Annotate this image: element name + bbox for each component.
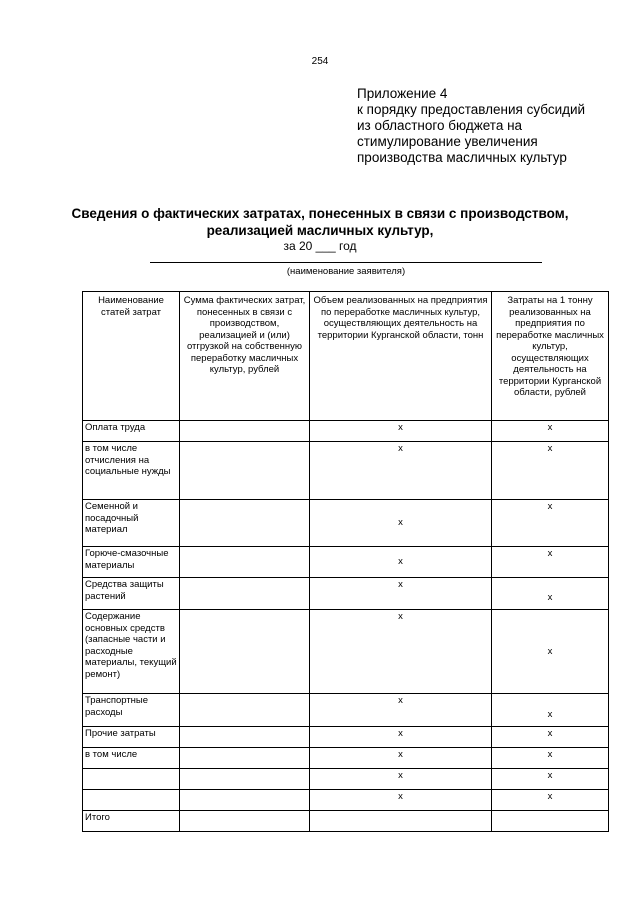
table-row xyxy=(83,790,609,811)
cell-value: x xyxy=(492,790,609,811)
cell-value: x xyxy=(310,547,492,578)
cell-value: x xyxy=(492,727,609,748)
cell-value xyxy=(180,694,310,727)
year-label: за 20 ___ год xyxy=(283,239,357,253)
table-row xyxy=(83,547,609,578)
cell-value xyxy=(310,811,492,832)
applicant-name-line xyxy=(150,262,542,263)
cell-value xyxy=(180,442,310,500)
cell-value: x xyxy=(492,610,609,694)
cell-value xyxy=(180,547,310,578)
applicant-caption: (наименование заявителя) xyxy=(286,266,406,277)
row-name: Содержание основных средств (запасные части и расходные материалы, текущий ремонт) xyxy=(83,610,180,694)
table-row xyxy=(83,578,609,610)
table-row xyxy=(83,727,609,748)
cell-value xyxy=(180,500,310,547)
cell-value xyxy=(180,811,310,832)
appendix-line: из областного бюджета на xyxy=(357,118,523,133)
header-cost-per-ton: Затраты на 1 тонну реализованных на предприятия по переработке масличных культур, осуществляющих деятельность на территории Курганской области, рублей xyxy=(492,292,609,421)
cell-value: x xyxy=(310,421,492,442)
cell-value xyxy=(180,769,310,790)
cell-value xyxy=(180,421,310,442)
row-name: Прочие затраты xyxy=(83,727,180,748)
cell-value: x xyxy=(492,547,609,578)
costs-table xyxy=(82,291,609,832)
row-name xyxy=(83,769,180,790)
cell-value: x xyxy=(492,421,609,442)
row-name: Горюче-смазочные материалы xyxy=(83,547,180,578)
page-number: 254 xyxy=(311,56,329,67)
cell-value: x xyxy=(492,578,609,610)
cell-value: x xyxy=(492,694,609,727)
row-name: Итого xyxy=(83,811,180,832)
cell-value xyxy=(492,811,609,832)
header-cost-item: Наименование статей затрат xyxy=(83,292,180,421)
cell-value: x xyxy=(310,500,492,547)
row-name xyxy=(83,790,180,811)
cell-value: x xyxy=(492,769,609,790)
cell-value: x xyxy=(310,610,492,694)
cell-value: x xyxy=(492,442,609,500)
cell-value xyxy=(180,790,310,811)
table-row xyxy=(83,748,609,769)
cell-value: x xyxy=(310,694,492,727)
cell-value: x xyxy=(310,790,492,811)
appendix-line: Приложение 4 xyxy=(357,86,448,101)
table-row xyxy=(83,442,609,500)
title-line-2: реализацией масличных культур, xyxy=(206,223,434,238)
cell-value xyxy=(180,748,310,769)
appendix-line: к порядку предоставления субсидий xyxy=(357,102,586,117)
cell-value: x xyxy=(310,442,492,500)
cell-value: x xyxy=(492,748,609,769)
header-actual-costs: Сумма фактических затрат, понесенных в связи с производством, реализацией и (или) отгрузкой на собственную переработку масличных культур, рублей xyxy=(180,292,310,421)
cell-value: x xyxy=(310,727,492,748)
cell-value: x xyxy=(310,578,492,610)
title-line-1: Сведения о фактических затратах, понесенных в связи с производством, xyxy=(71,206,569,221)
cell-value: x xyxy=(310,769,492,790)
row-name: Транспортные расходы xyxy=(83,694,180,727)
cell-value xyxy=(180,610,310,694)
table-header-row xyxy=(83,292,609,421)
cell-value xyxy=(180,727,310,748)
cell-value xyxy=(180,578,310,610)
table-row xyxy=(83,610,609,694)
appendix-line: стимулирование увеличения xyxy=(357,134,538,149)
table-row xyxy=(83,421,609,442)
document-title xyxy=(0,205,640,239)
row-name: Средства защиты растений xyxy=(83,578,180,610)
table-row xyxy=(83,500,609,547)
table-row xyxy=(83,769,609,790)
row-name: в том числе xyxy=(83,748,180,769)
cell-value: x xyxy=(492,500,609,547)
row-name: Семенной и посадочный материал xyxy=(83,500,180,547)
cell-value: x xyxy=(310,748,492,769)
table-row xyxy=(83,811,609,832)
row-name: в том числе отчисления на социальные нужды xyxy=(83,442,180,500)
header-sold-volume: Объем реализованных на предприятия по переработке масличных культур, осуществляющих деятельность на территории Курганской области, тонн xyxy=(310,292,492,421)
row-name: Оплата труда xyxy=(83,421,180,442)
table-row xyxy=(83,694,609,727)
appendix-block xyxy=(357,86,585,166)
appendix-line: производства масличных культур xyxy=(357,150,567,165)
